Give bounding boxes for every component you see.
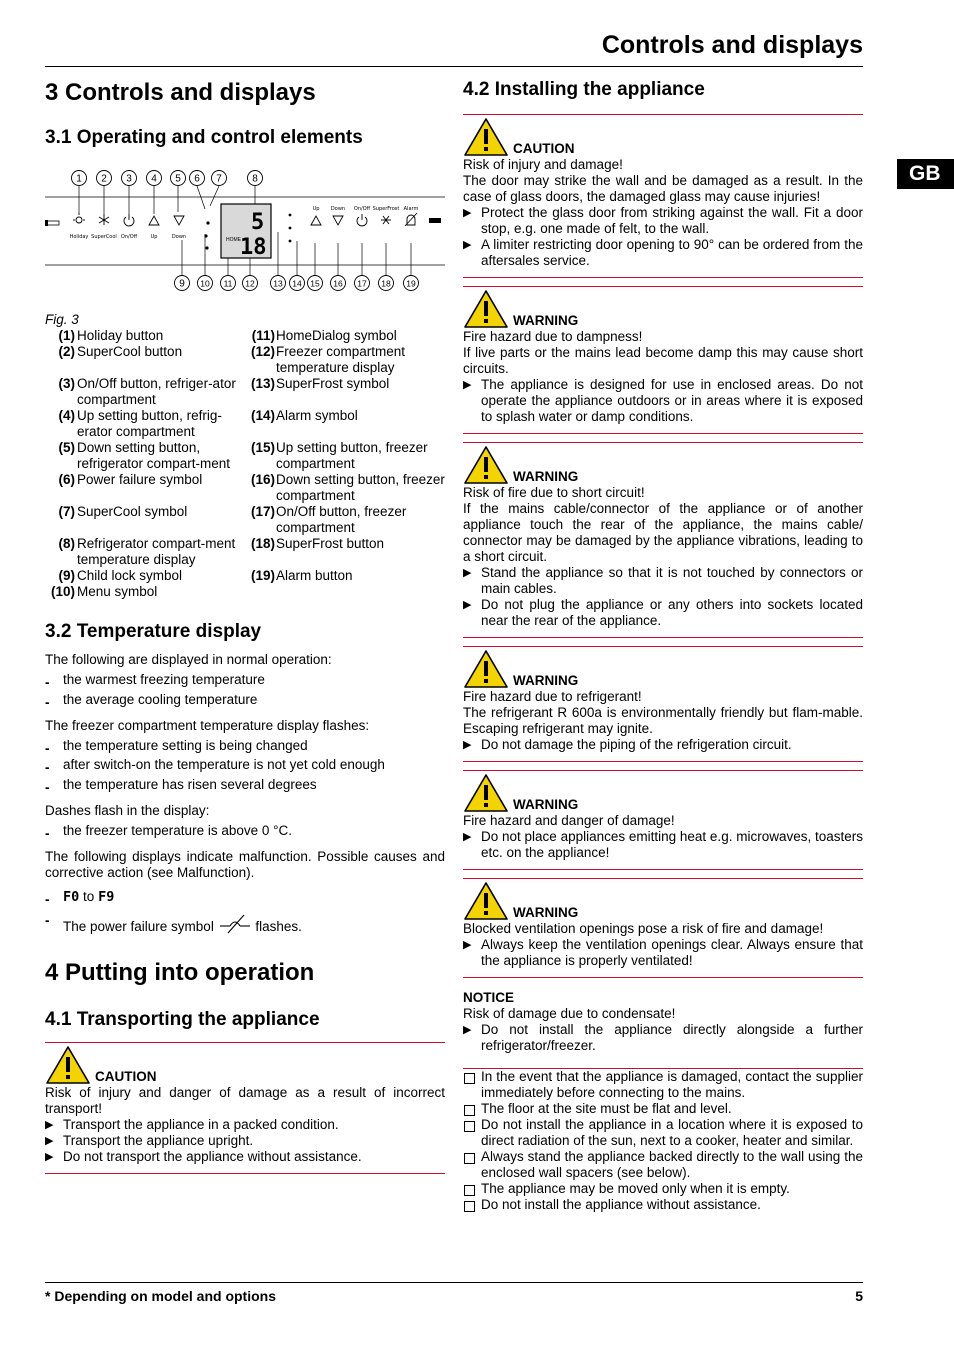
down-triangle-icon-right xyxy=(333,216,343,225)
warning-text: Risk of fire due to short circuit! xyxy=(463,485,645,500)
instruction-item: ▶ Stand the appliance so that it is not touched by connectors or main cables. xyxy=(463,565,863,597)
installation-warning-box xyxy=(463,646,863,762)
right-button-label: Down xyxy=(330,206,346,212)
instruction-item: ▶ Transport the appliance upright. xyxy=(45,1133,445,1149)
legend-r-text: SuperFrost symbol xyxy=(276,376,390,391)
installation-warning-box xyxy=(463,114,863,278)
warning-text: Fire hazard due to refrigerant! xyxy=(463,689,642,704)
section-4-2-title: 4.2 Installing the appliance xyxy=(463,79,705,100)
s32-intro: The following are displayed in normal operation: xyxy=(45,652,332,667)
list-item: - the warmest freezing temperature xyxy=(45,670,445,690)
checklist-item: The appliance may be moved only when it is empty. xyxy=(463,1181,863,1197)
warning-label: WARNING xyxy=(513,673,579,688)
legend-l-text: SuperCool button xyxy=(77,344,183,359)
power-failure-symbol-icon xyxy=(218,914,252,934)
top-callout-number: 7 xyxy=(216,173,222,185)
s32-malfunction-list xyxy=(45,887,445,937)
legend-l-num: (10) xyxy=(50,584,75,599)
s32-dash-list xyxy=(45,821,445,841)
legend-l-text: Up setting button, refrig-erator compartment xyxy=(77,408,222,439)
warning-text: Blocked ventilation openings pose a risk of fire and damage! xyxy=(463,921,824,936)
left-button-label: SuperCool xyxy=(91,234,117,240)
footer-rule xyxy=(45,1282,863,1283)
warning-label: WARNING xyxy=(513,313,579,328)
s32-flash-list xyxy=(45,736,445,795)
left-column xyxy=(45,78,445,1174)
legend-r-text: Freezer compartment temperature display xyxy=(276,344,406,375)
warning-triangle-icon xyxy=(45,1045,91,1085)
legend-r-text: SuperFrost button xyxy=(276,536,385,551)
warning-text: If the mains cable/connector of the appliance or of another appliance touch the rear of the appliance, the mains cable/ connector may be damaged by the appliance vibrations, leading to a short circuit. xyxy=(463,501,863,564)
warning-label: WARNING xyxy=(513,905,579,920)
legend-r-text xyxy=(276,584,445,600)
notice-label: NOTICE xyxy=(463,990,515,1005)
instruction-item: ▶ A limiter restricting door opening to 90° can be ordered from the aftersales service. xyxy=(463,237,863,269)
left-button-label: On/Off xyxy=(120,234,138,240)
installation-warnings xyxy=(463,114,863,978)
freezer-temp-digits: 18 xyxy=(240,235,267,260)
left-button-label: Holiday xyxy=(69,234,89,240)
legend-l-text: SuperCool symbol xyxy=(77,504,188,519)
legend-l-num: (1) xyxy=(58,328,75,343)
instruction-item: ▶ Always keep the ventilation openings clear. Always ensure that the appliance is properly ventilated! xyxy=(463,937,863,969)
installation-warning-box xyxy=(463,442,863,638)
section-3-title: 3 Controls and displays xyxy=(45,79,316,106)
legend-row xyxy=(45,472,445,504)
legend-row xyxy=(45,440,445,472)
key-icon xyxy=(47,221,59,225)
legend-r-num: (18) xyxy=(250,536,275,551)
transport-caution-text: Risk of injury and danger of damage as a result of incorrect transport! xyxy=(45,1085,445,1117)
warning-instructions xyxy=(463,737,863,753)
notice-text: Risk of damage due to condensate! xyxy=(463,1006,676,1021)
top-callout-number: 8 xyxy=(252,173,258,185)
superfrost-icon xyxy=(381,216,391,224)
right-button-label: Up xyxy=(312,206,320,212)
installation-warning-box xyxy=(463,286,863,434)
warning-text: Risk of injury and damage! xyxy=(463,157,623,172)
legend-l-text: Down setting button, refrigerator compart-ment xyxy=(77,440,231,471)
warning-triangle-icon xyxy=(463,445,509,485)
legend-r-num: (13) xyxy=(250,376,275,391)
instruction-item: ▶ Do not install the appliance directly alongside a further refrigerator/freezer. xyxy=(463,1022,863,1054)
warning-text: The door may strike the wall and be damaged as a result. In the case of glass doors, the damaged glass may cause injuries! xyxy=(463,173,863,204)
up-triangle-icon-right xyxy=(311,216,321,225)
left-button-label: Down xyxy=(171,234,187,240)
supercool-icon xyxy=(99,214,109,225)
legend-row xyxy=(45,584,445,600)
legend-l-num: (6) xyxy=(58,472,75,487)
warning-triangle-icon xyxy=(463,773,509,813)
instruction-item: ▶ Transport the appliance in a packed condition. xyxy=(45,1117,445,1133)
warning-label: CAUTION xyxy=(513,141,575,156)
warning-instructions xyxy=(463,829,863,861)
legend-r-num xyxy=(245,584,276,600)
instruction-item: ▶ Do not plug the appliance or any others into sockets located near the rear of the appliance. xyxy=(463,597,863,629)
warning-label: WARNING xyxy=(513,797,579,812)
bottom-callout-number: 10 xyxy=(200,278,210,289)
instruction-item: ▶ Do not place appliances emitting heat e.g. microwaves, toasters etc. on the appliance! xyxy=(463,829,863,861)
list-item: - after switch-on the temperature is not yet cold enough xyxy=(45,755,445,775)
s32-normal-list xyxy=(45,670,445,710)
caution-label: CAUTION xyxy=(95,1069,157,1085)
checklist-item: In the event that the appliance is damaged, contact the supplier immediately before connecting to the mains. xyxy=(463,1069,863,1101)
legend-l-text: On/Off button, refriger-ator compartment xyxy=(77,376,236,407)
s32-malfunction: The following displays indicate malfunction. Possible causes and corrective action (see Malfunction). xyxy=(45,848,445,880)
warning-instructions xyxy=(463,205,863,269)
figure-caption: Fig. 3 xyxy=(45,312,79,327)
right-button-label: SuperFrost xyxy=(372,206,400,212)
list-item: - the freezer temperature is above 0 °C. xyxy=(45,821,445,841)
legend-row xyxy=(45,408,445,440)
legend-l-num: (9) xyxy=(58,568,75,583)
legend-l-num: (3) xyxy=(58,376,75,391)
legend-row xyxy=(45,376,445,408)
right-column xyxy=(463,78,863,1213)
legend-l-num: (8) xyxy=(58,536,75,551)
legend-r-num: (17) xyxy=(250,504,275,519)
warning-triangle-icon xyxy=(463,117,509,157)
bottom-callout-number: 19 xyxy=(406,278,416,289)
warning-text: The refrigerant R 600a is environmentally friendly but flam-mable. Escaping refrigerant may ignite. xyxy=(463,705,863,736)
warning-triangle-icon xyxy=(463,289,509,329)
legend-l-num: (2) xyxy=(58,344,75,359)
instruction-item: ▶ Protect the glass door from striking against the wall. Fit a door stop, e.g. one made of felt, to the wall. xyxy=(463,205,863,237)
notice-block xyxy=(463,990,863,1054)
bottom-callout-number: 13 xyxy=(273,278,283,289)
down-triangle-icon xyxy=(174,216,184,225)
legend-l-text: Holiday button xyxy=(77,328,164,343)
power-icon-right xyxy=(357,214,367,226)
checklist-item: Do not install the appliance in a location where it is exposed to direct radiation of the sun, next to a cooker, heater and similar. xyxy=(463,1117,863,1149)
warning-text: If live parts or the mains lead become damp this may cause short circuits. xyxy=(463,345,863,376)
legend-l-text: Power failure symbol xyxy=(77,472,203,487)
legend-l-num: (7) xyxy=(58,504,75,519)
legend-r-num: (14) xyxy=(250,408,275,423)
right-button-label: Alarm xyxy=(403,206,419,212)
control-panel-figure xyxy=(45,168,445,310)
legend-row xyxy=(45,568,445,584)
left-button-label: Up xyxy=(150,234,158,240)
legend-row xyxy=(45,328,445,344)
s32-dash-intro: Dashes flash in the display: xyxy=(45,802,210,818)
top-callout-number: 2 xyxy=(101,173,107,185)
section-4-title: 4 Putting into operation xyxy=(45,959,315,987)
transport-instructions xyxy=(45,1117,445,1165)
alarm-icon xyxy=(405,213,417,226)
list-item: - the average cooling temperature xyxy=(45,690,445,710)
language-tab: GB xyxy=(897,159,954,189)
holiday-icon xyxy=(76,217,82,223)
bottom-callout-number: 17 xyxy=(357,278,367,289)
bottom-callout-number: 15 xyxy=(310,278,320,289)
legend-r-num: (19) xyxy=(250,568,275,583)
instruction-item: ▶ The appliance is designed for use in enclosed areas. Do not operate the appliance outdoors or in areas where it is exposed to splash water or damp conditions. xyxy=(463,377,863,425)
instruction-item: ▶ Do not damage the piping of the refrigeration circuit. xyxy=(463,737,863,753)
notice-instructions xyxy=(463,1022,863,1054)
legend-r-text: Alarm symbol xyxy=(276,408,358,423)
power-failure-item: - The power failure symbol flashes. xyxy=(45,908,445,937)
legend-row xyxy=(45,504,445,536)
legend-row xyxy=(45,344,445,376)
legend-row xyxy=(45,536,445,568)
legend-r-num: (15) xyxy=(250,440,275,455)
checklist-item: The floor at the site must be flat and level. xyxy=(463,1101,863,1117)
top-callout-number: 3 xyxy=(126,173,132,185)
transport-caution-box xyxy=(45,1042,445,1174)
bottom-callout-number: 11 xyxy=(223,278,233,289)
warning-instructions xyxy=(463,377,863,425)
legend-r-text: Alarm button xyxy=(276,568,353,583)
page-header-title: Controls and displays xyxy=(601,31,863,59)
bottom-callout-number: 14 xyxy=(292,278,302,289)
warning-text: Fire hazard due to dampness! xyxy=(463,329,643,344)
legend-l-num: (4) xyxy=(58,408,75,423)
warning-triangle-icon xyxy=(463,649,509,689)
warning-instructions xyxy=(463,565,863,629)
legend-l-text: Refrigerator compart-ment temperature display xyxy=(77,536,236,567)
power-icon xyxy=(124,214,134,226)
top-callout-number: 1 xyxy=(76,173,82,185)
right-button-label: On/Off xyxy=(353,206,371,212)
bottom-callout-number: 18 xyxy=(381,278,391,289)
refrigerator-temp-digit: 5 xyxy=(251,210,265,235)
homedialog-module-icon xyxy=(429,218,441,223)
installation-warning-box xyxy=(463,770,863,870)
legend-r-text: On/Off button, freezer compartment xyxy=(276,504,407,535)
s32-flash-intro: The freezer compartment temperature display flashes: xyxy=(45,717,370,733)
installation-checklist xyxy=(463,1068,863,1213)
bottom-callout-number: 12 xyxy=(245,278,255,289)
list-item: - the temperature setting is being changed xyxy=(45,736,445,756)
footer-note: * Depending on model and options xyxy=(45,1288,276,1304)
warning-text: Fire hazard and danger of damage! xyxy=(463,813,675,828)
legend-table xyxy=(45,328,445,600)
warning-label: WARNING xyxy=(513,469,579,484)
legend-r-text: Up setting button, freezer compartment xyxy=(276,440,428,471)
legend-r-num: (11) xyxy=(251,328,275,343)
fault-code-range: - F0 to F9 xyxy=(45,887,445,908)
warning-instructions xyxy=(463,937,863,969)
svg-text:HOME: HOME xyxy=(226,237,241,243)
control-panel-diagram xyxy=(45,168,445,310)
legend-l-text: Child lock symbol xyxy=(77,568,183,583)
top-callout-number: 6 xyxy=(194,173,200,185)
section-4-1-title: 4.1 Transporting the appliance xyxy=(45,1009,320,1031)
up-triangle-icon xyxy=(149,216,159,225)
bottom-callout-number: 9 xyxy=(179,278,185,290)
legend-r-num: (12) xyxy=(250,344,275,359)
top-callout-number: 5 xyxy=(175,173,181,185)
header-rule xyxy=(45,66,863,67)
page-number: 5 xyxy=(855,1288,863,1304)
legend-r-text: Down setting button, freezer compartment xyxy=(276,472,445,503)
installation-warning-box xyxy=(463,878,863,978)
list-item: - the temperature has risen several degrees xyxy=(45,775,445,795)
legend-r-num: (16) xyxy=(250,472,275,487)
section-3-1-title: 3.1 Operating and control elements xyxy=(45,127,363,148)
top-callout-number: 4 xyxy=(151,173,157,185)
warning-triangle-icon xyxy=(463,881,509,921)
legend-l-text: Menu symbol xyxy=(77,584,158,599)
bottom-callout-number: 16 xyxy=(333,278,343,289)
legend-l-num: (5) xyxy=(58,440,75,455)
instruction-item: ▶ Do not transport the appliance without assistance. xyxy=(45,1149,445,1165)
legend-r-text: HomeDialog symbol xyxy=(276,328,397,343)
section-3-2-title: 3.2 Temperature display xyxy=(45,621,262,642)
checklist-item: Do not install the appliance without assistance. xyxy=(463,1197,863,1213)
checklist-item: Always stand the appliance backed directly to the wall using the enclosed wall spacers (see below). xyxy=(463,1149,863,1181)
